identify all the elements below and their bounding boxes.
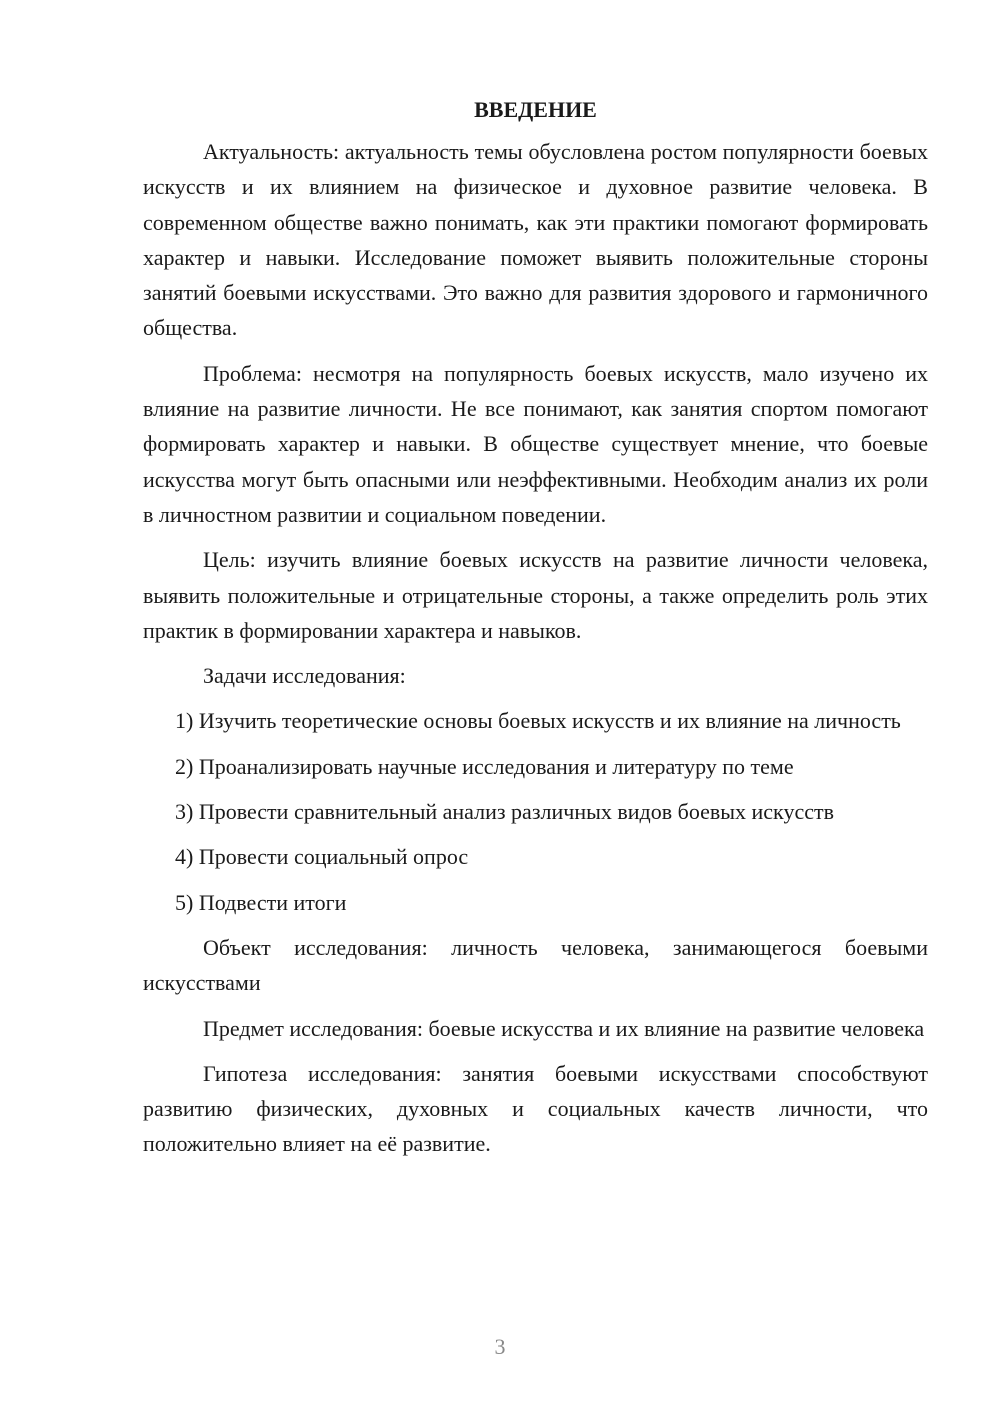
- relevance-paragraph: Актуальность: актуальность темы обусловлена ростом популярности боевых искусств и их влиянием на физическое и духовное развитие человека. В современном обществе важно понимать, как эти практики помогают формировать характер и навыки. Исследование поможет выявить положительные стороны занятий боевыми искусствами. Это важно для развития здорового и гармоничного общества.: [143, 139, 928, 341]
- object-paragraph: Объект исследования: личность человека, занимающегося боевыми искусствами: [143, 934, 928, 996]
- goal-paragraph: Цель: изучить влияние боевых искусств на развитие личности человека, выявить положительные и отрицательные стороны, а также определить роль этих практик в формировании характера и навыков.: [143, 547, 928, 643]
- page-number: 3: [494, 1334, 506, 1359]
- hypothesis-paragraph: Гипотеза исследования: занятия боевыми искусствами способствуют развитию физических, духовных и социальных качеств личности, что положительно влияет на её развитие.: [143, 1060, 928, 1157]
- tasks-list: [143, 703, 928, 919]
- list-item: 5) Подвести итоги: [175, 889, 347, 915]
- list-item: 1) Изучить теоретические основы боевых искусств и их влияние на личность: [175, 708, 901, 734]
- list-item: 3) Провести сравнительный анализ различных видов боевых искусств: [175, 799, 834, 825]
- document-page: [143, 92, 928, 1172]
- list-item: 2) Проанализировать научные исследования и литературу по теме: [175, 753, 794, 779]
- document-title: ВВЕДЕНИЕ: [474, 97, 597, 122]
- list-item: 4) Провести социальный опрос: [175, 844, 469, 870]
- problem-paragraph: Проблема: несмотря на популярность боевых искусств, мало изучено их влияние на развитие личности. Не все понимают, как занятия спортом помогают формировать характер и навыки. В обществе существует мнение, что боевые искусства могут быть опасными или неэффективными. Необходим анализ их роли в личностном развитии и социальном поведении.: [143, 360, 928, 527]
- tasks-heading: Задачи исследования:: [203, 663, 406, 689]
- subject-paragraph: Предмет исследования: боевые искусства и их влияние на развитие человека: [203, 1015, 925, 1041]
